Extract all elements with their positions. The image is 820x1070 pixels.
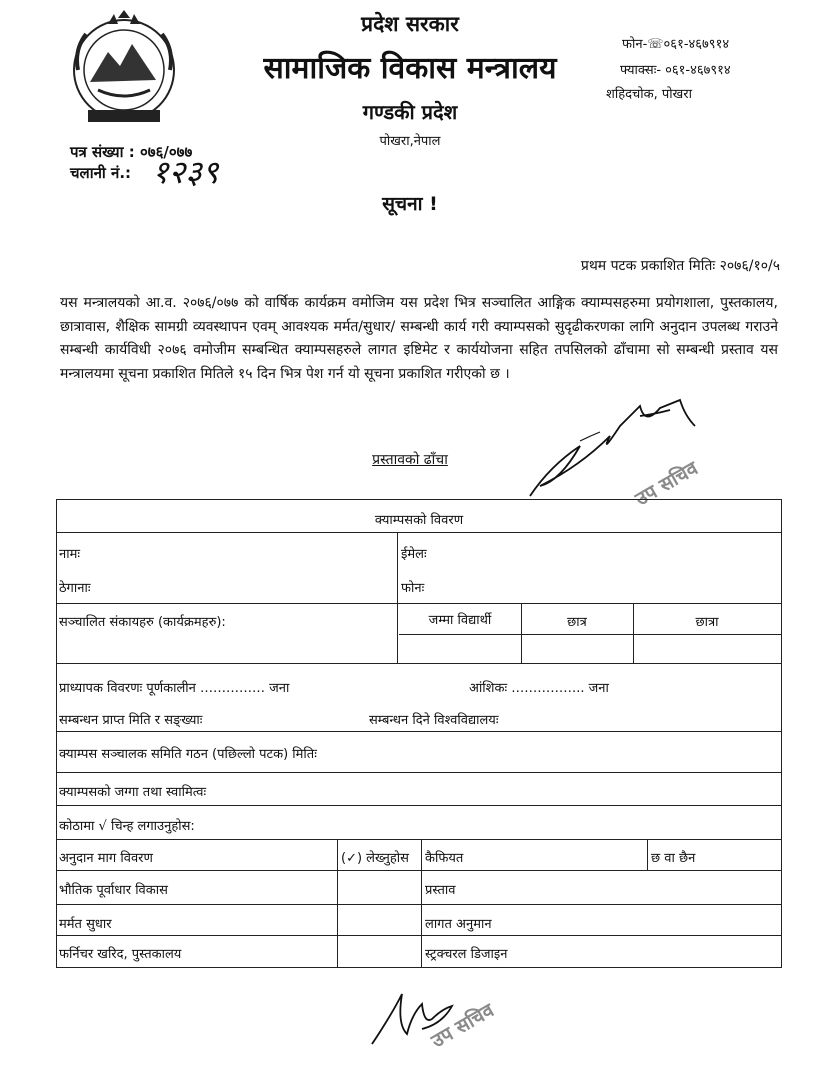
field-name: नामः	[59, 547, 80, 562]
field-phone: फोनः	[401, 581, 425, 596]
tick-instruction: कोठामा √ चिन्ह लगाउनुहोस:	[59, 819, 195, 834]
publication-date: प्रथम पटक प्रकाशित मितिः २०७६/१०/५	[580, 258, 780, 274]
row-label: मर्मत सुधार	[59, 917, 112, 932]
dispatch-number-handwritten: १२३९	[152, 153, 219, 191]
dispatch-label: चलानी नं.:	[70, 164, 132, 182]
col-male-students: छात्र	[567, 615, 587, 630]
field-email: ईमेलः	[401, 547, 427, 562]
row-label: फर्निचर खरिद, पुस्तकालय	[59, 947, 182, 962]
col-yes-no: छ वा छैन	[651, 851, 696, 866]
field-address: ठेगानाः	[59, 581, 91, 596]
col-grant-request: अनुदान माग विवरण	[59, 851, 153, 866]
field-land: क्याम्पसको जग्गा तथा स्वामित्वः	[59, 785, 207, 800]
campus-detail-form	[56, 499, 782, 968]
field-university: सम्बन्धन दिने विश्वविद्यालयः	[369, 713, 499, 728]
row-label: लागत अनुमान	[425, 917, 492, 932]
signature-top	[520, 386, 720, 516]
row-label: भौतिक पूर्वाधार विकास	[59, 883, 168, 898]
field-faculties: सञ्चालित संकायहरु (कार्यक्रमहरु):	[59, 615, 226, 630]
field-affiliation-date: सम्बन्धन प्राप्त मिति र सङ्ख्याः	[59, 713, 203, 728]
office-address: शहिदचोक, पोखरा	[606, 87, 692, 102]
province-title: गण्डकी प्रदेश	[362, 100, 458, 124]
field-faculty-detail: प्राध्यापक विवरणः पूर्णकालीन …………… जना	[59, 681, 290, 696]
col-tick: (✓) लेख्नुहोस	[341, 851, 409, 866]
location-text: पोखरा,नेपाल	[379, 134, 441, 149]
form-title: क्याम्पसको विवरण	[374, 513, 464, 528]
field-committee: क्याम्पस सञ्चालक समिति गठन (पछिल्लो पटक) मितिः	[59, 747, 317, 762]
format-heading: प्रस्तावको ढाँचा	[372, 452, 448, 468]
row-label: प्रस्ताव	[425, 883, 456, 898]
ministry-title: सामाजिक विकास मन्त्रालय	[263, 51, 557, 86]
field-part-time: आंशिकः …………….. जना	[469, 681, 609, 696]
fax-number: फ्याक्सः- ०६१-४६७९१४	[620, 63, 731, 78]
col-female-students: छात्रा	[695, 615, 719, 630]
letter-number: पत्र संख्या : ०७६/०७७	[70, 143, 193, 161]
row-label: स्ट्रक्चरल डिजाइन	[425, 947, 508, 962]
stamp-deputy-secretary-bottom: उप सचिव	[427, 999, 498, 1053]
notice-title: सूचना !	[382, 193, 438, 215]
col-total-students: जम्मा विद्यार्थी	[428, 613, 492, 628]
phone-number: फोन-☏०६१-४६७९१४	[622, 37, 730, 52]
header-line-1: प्रदेश सरकार	[361, 12, 459, 36]
col-remarks: कैफियत	[425, 851, 464, 866]
stamp-deputy-secretary: उप सचिव	[631, 457, 702, 511]
notice-body: यस मन्त्रालयको आ.व. २०७६/०७७ को वार्षिक कार्यक्रम वमोजिम यस प्रदेश भित्र सञ्चालित आङ्गिक क्याम्पसहरुमा प्रयोगशाला, पुस्तकालय, छात्रावास, शैक्षिक सामग्री व्यवस्थापन एवम् आवश्यक मर्मत/सुधार/ सम्बन्धी कार्य गरी क्याम्पसको सुदृढीकरणका लागि अनुदान उपलब्ध गराउने सम्बन्धी कार्यविधी २०७६ वमोजीम सम्बन्धित क्याम्पसहरुले लागत इष्टिमेट र कार्ययोजना सहित तपसिलको ढाँचामा सो सम्बन्धी प्रस्ताव यस मन्त्रालयमा सूचना प्रकाशित मितिले १५ दिन भित्र पेश गर्न यो सूचना प्रकाशित गरीएको छ ।	[60, 295, 778, 382]
